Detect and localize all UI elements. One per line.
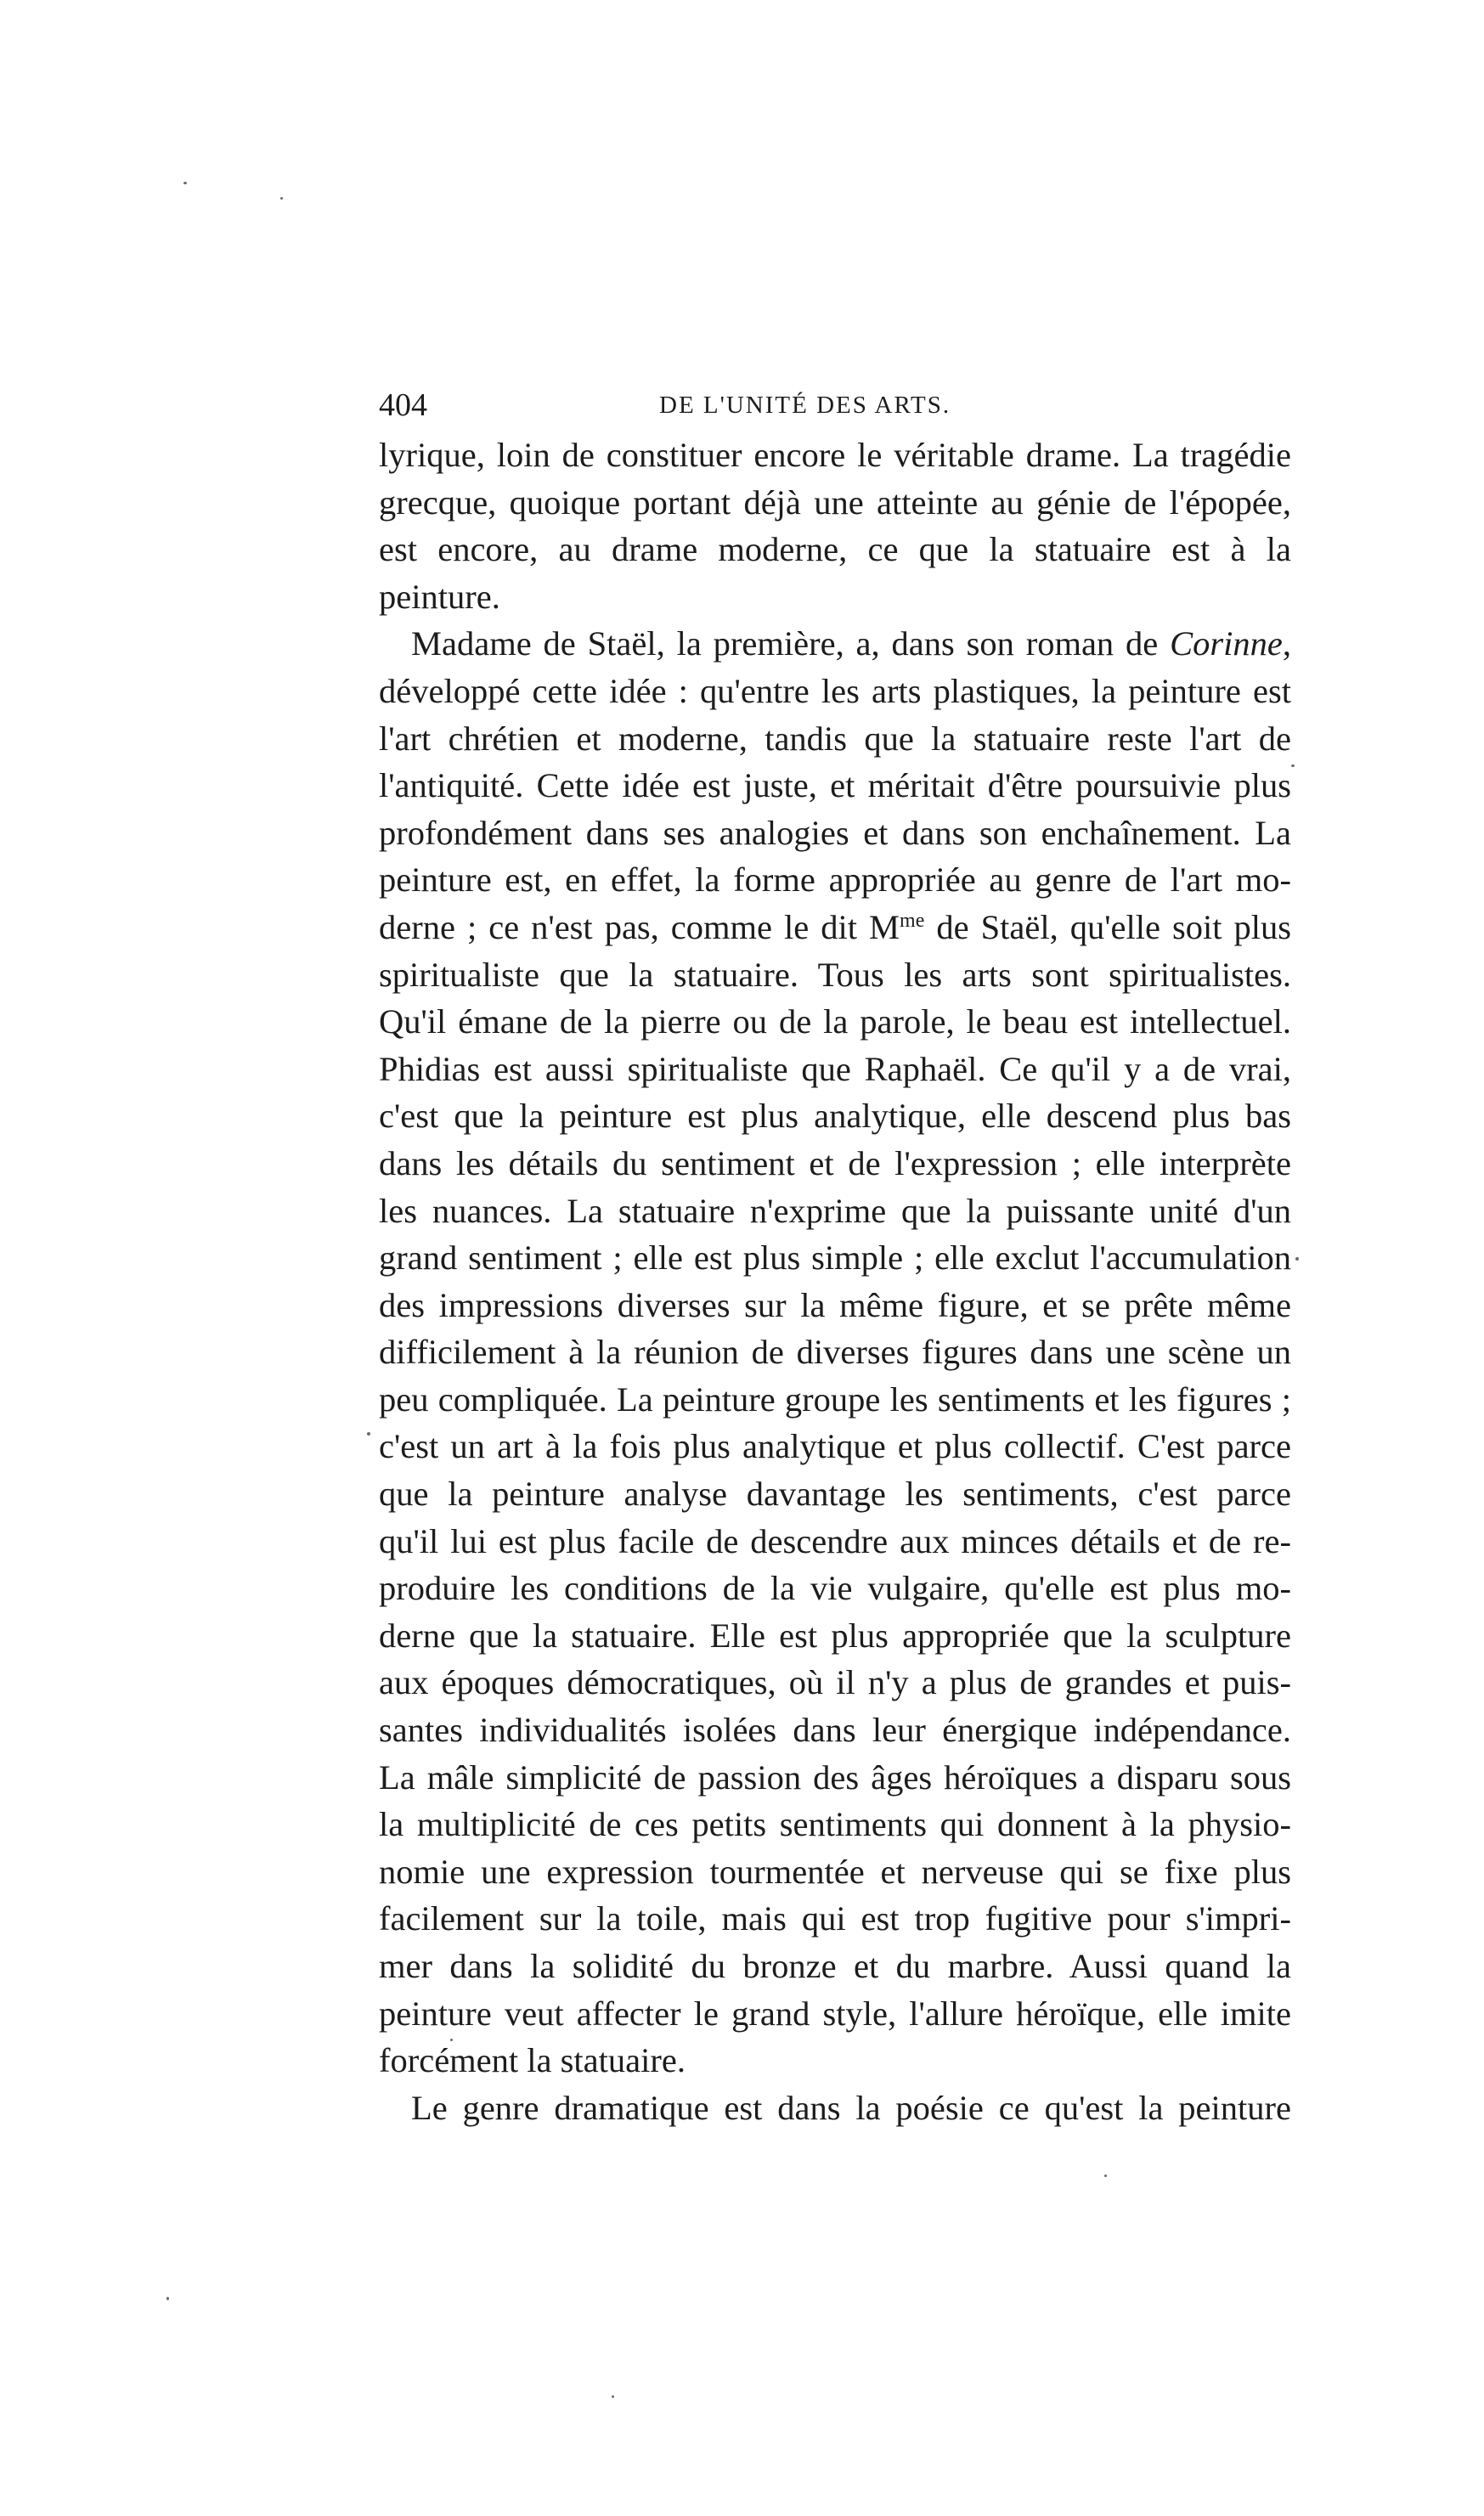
text-line: peinture.: [379, 577, 500, 616]
text-line: développé cette idée : qu'entre les arts plastiques, la peinture est: [379, 671, 1291, 710]
text-line: Qu'il émane de la pierre ou de la parole, le beau est intellectuel.: [379, 1002, 1291, 1041]
text-segment: derne ; ce n'est pas, comme le dit M: [379, 907, 900, 946]
page-header: [379, 384, 1291, 426]
text-line: lyrique, loin de constituer encore le véritable drame. La tragédie: [379, 436, 1291, 474]
running-title: DE L'UNITÉ DES ARTS.: [659, 392, 951, 419]
text-line: [379, 620, 1291, 668]
text-line: profondément dans ses analogies et dans son enchaînement. La: [379, 813, 1291, 852]
scan-speck: [612, 2395, 614, 2398]
text-line: grand sentiment ; elle est plus simple ; elle exclut l'accumulation: [379, 1238, 1291, 1278]
text-line: l'art chrétien et moderne, tandis que la statuaire reste l'art de: [379, 719, 1291, 758]
text-line: facilement sur la toile, mais qui est trop fugitive pour s'impri-: [379, 1899, 1291, 1938]
text-line: les nuances. La statuaire n'exprime que la puissante unité d'un: [379, 1191, 1291, 1230]
text-line: derne que la statuaire. Elle est plus appropriée que la sculpture: [379, 1616, 1291, 1655]
text-line: [379, 904, 1291, 951]
scan-speck: [450, 2039, 453, 2041]
text-line: produire les conditions de la vie vulgaire, qu'elle est plus mo-: [379, 1569, 1291, 1608]
text-line: l'antiquité. Cette idée est juste, et méritait d'être poursuivie plus: [379, 766, 1291, 805]
text-segment: Madame de Staël, la première, a, dans son roman de: [411, 624, 1171, 663]
scan-speck: [280, 197, 283, 200]
text-line: est encore, au drame moderne, ce que la statuaire est à la: [379, 530, 1291, 569]
text-line: que la peinture analyse davantage les sentiments, c'est parce: [379, 1475, 1291, 1514]
text-segment: ,: [1282, 624, 1291, 663]
text-line: c'est un art à la fois plus analytique et plus collectif. C'est parce: [379, 1427, 1291, 1466]
text-line: mer dans la solidité du bronze et du marbre. Aussi quand la: [379, 1947, 1291, 1985]
text-line: des impressions diverses sur la même figure, et se prête même: [379, 1285, 1291, 1324]
text-line: la multiplicité de ces petits sentiments qui donnent à la physio-: [379, 1805, 1291, 1844]
book-title-corinne: Corinne: [1170, 624, 1283, 663]
text-line: aux époques démocratiques, où il n'y a plus de grandes et puis-: [379, 1663, 1291, 1702]
text-line: peu compliquée. La peinture groupe les sentiments et les figures ;: [379, 1379, 1291, 1419]
page-number: 404: [379, 387, 427, 423]
scan-speck: [367, 1432, 370, 1436]
scan-speck: [166, 2297, 169, 2300]
text-line: dans les détails du sentiment et de l'expression ; elle interprète: [379, 1143, 1291, 1182]
text-line: forcément la statuaire.: [379, 2041, 686, 2080]
text-line: spiritualiste que la statuaire. Tous les arts sont spiritualistes.: [379, 955, 1291, 994]
text-line: difficilement à la réunion de diverses figures dans une scène un: [379, 1333, 1291, 1372]
text-line: c'est que la peinture est plus analytique, elle descend plus bas: [379, 1097, 1291, 1136]
text-segment: de Staël, qu'elle soit plus: [924, 907, 1291, 946]
text-line: nomie une expression tourmentée et nerveuse qui se fixe plus: [379, 1852, 1291, 1891]
text-line: La mâle simplicité de passion des âges héroïques a disparu sous: [379, 1757, 1291, 1797]
body-text: [379, 432, 1291, 2131]
scan-speck: [1291, 764, 1295, 767]
text-line: Phidias est aussi spiritualiste que Raphaël. Ce qu'il y a de vrai,: [379, 1049, 1291, 1088]
text-line: grecque, quoique portant déjà une atteinte au génie de l'épopée,: [379, 482, 1291, 522]
scan-speck: [1295, 1257, 1299, 1261]
text-line: peinture veut affecter le grand style, l'allure héroïque, elle imite: [379, 1994, 1291, 2033]
scan-speck: [1104, 2175, 1107, 2177]
text-line: Le genre dramatique est dans la poésie ce qu'est la peinture: [411, 2088, 1291, 2127]
text-line: santes individualités isolées dans leur énergique indépendance.: [379, 1711, 1291, 1750]
text-line: peinture est, en effet, la forme appropriée au genre de l'art mo-: [379, 860, 1291, 900]
scan-speck: [183, 182, 187, 184]
abbreviation-superscript: me: [900, 909, 925, 932]
text-line: qu'il lui est plus facile de descendre aux minces détails et de re-: [379, 1521, 1291, 1560]
